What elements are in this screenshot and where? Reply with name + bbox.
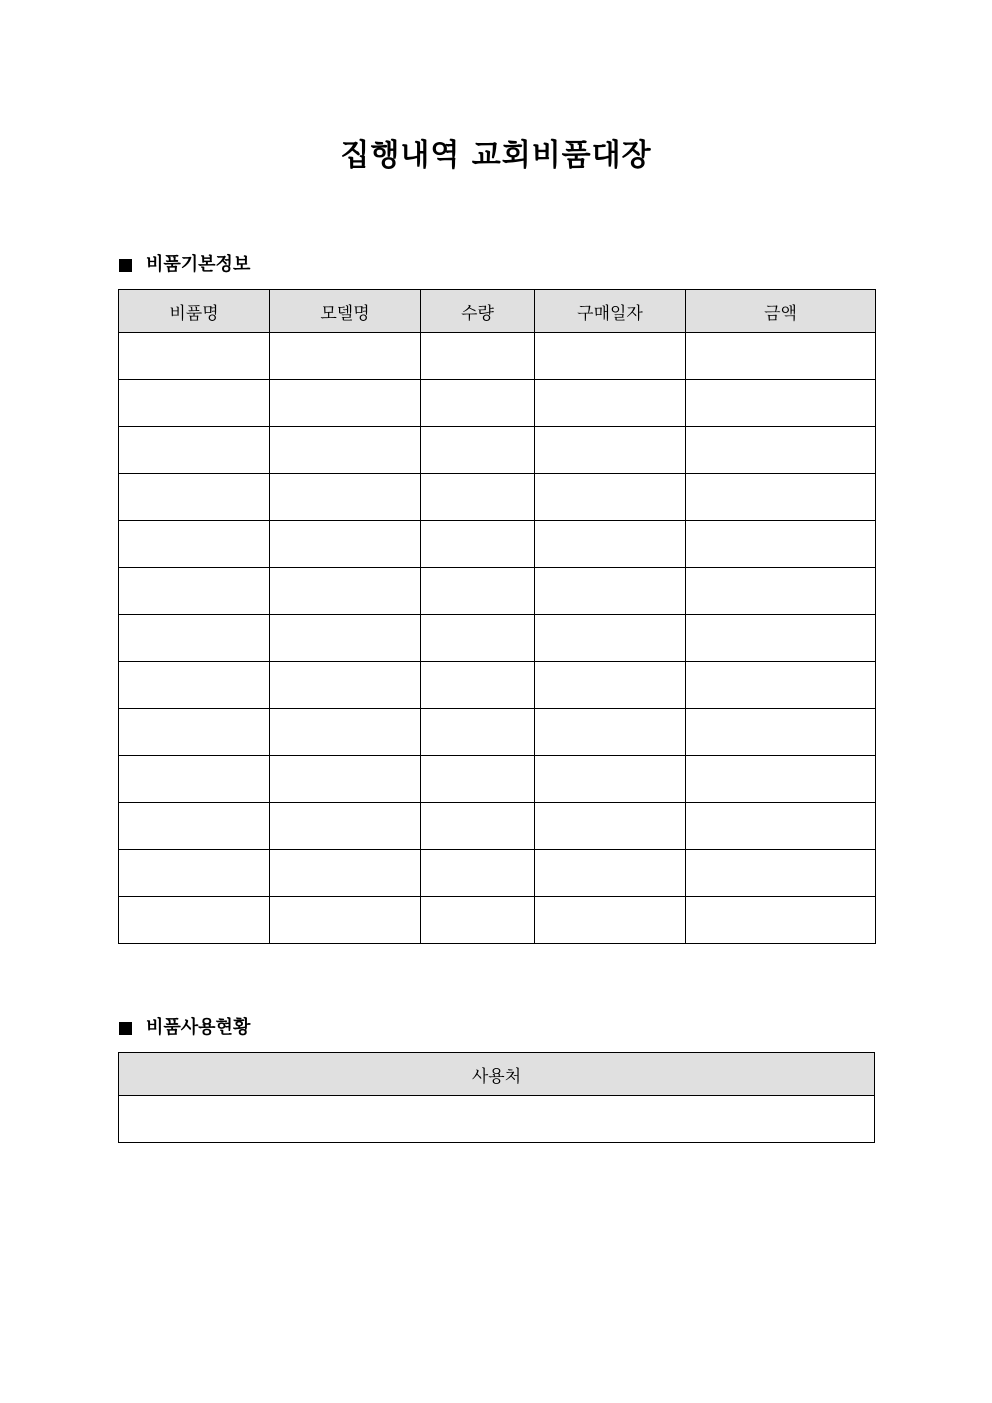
purchase-date-cell[interactable] xyxy=(535,662,686,709)
item-name-cell[interactable] xyxy=(119,850,270,897)
model-name-cell[interactable] xyxy=(270,756,421,803)
amount-cell[interactable] xyxy=(686,380,876,427)
usage-table xyxy=(118,1052,875,1143)
table-row xyxy=(119,803,876,850)
model-name-cell[interactable] xyxy=(270,850,421,897)
table-row xyxy=(119,427,876,474)
quantity-cell[interactable] xyxy=(421,709,535,756)
quantity-cell[interactable] xyxy=(421,803,535,850)
amount-cell[interactable] xyxy=(686,521,876,568)
purchase-date-cell[interactable] xyxy=(535,803,686,850)
usage-place-cell[interactable] xyxy=(119,1096,875,1143)
model-name-cell[interactable] xyxy=(270,380,421,427)
purchase-date-cell[interactable] xyxy=(535,756,686,803)
amount-cell[interactable] xyxy=(686,897,876,944)
table-row xyxy=(119,1096,875,1143)
amount-cell[interactable] xyxy=(686,427,876,474)
column-header-model-name: 모델명 xyxy=(270,290,421,333)
column-header-purchase-date: 구매일자 xyxy=(535,290,686,333)
column-header-item-name: 비품명 xyxy=(119,290,270,333)
model-name-cell[interactable] xyxy=(270,897,421,944)
item-name-cell[interactable] xyxy=(119,709,270,756)
table-row xyxy=(119,662,876,709)
column-header-quantity: 수량 xyxy=(421,290,535,333)
table-row xyxy=(119,333,876,380)
amount-cell[interactable] xyxy=(686,568,876,615)
quantity-cell[interactable] xyxy=(421,615,535,662)
purchase-date-cell[interactable] xyxy=(535,427,686,474)
square-bullet-icon xyxy=(119,1022,132,1035)
item-name-cell[interactable] xyxy=(119,897,270,944)
amount-cell[interactable] xyxy=(686,662,876,709)
model-name-cell[interactable] xyxy=(270,521,421,568)
section-heading-label: 비품사용현황 xyxy=(146,1017,251,1038)
item-name-cell[interactable] xyxy=(119,756,270,803)
model-name-cell[interactable] xyxy=(270,333,421,380)
amount-cell[interactable] xyxy=(686,850,876,897)
item-name-cell[interactable] xyxy=(119,474,270,521)
model-name-cell[interactable] xyxy=(270,474,421,521)
amount-cell[interactable] xyxy=(686,756,876,803)
purchase-date-cell[interactable] xyxy=(535,380,686,427)
quantity-cell[interactable] xyxy=(421,897,535,944)
purchase-date-cell[interactable] xyxy=(535,615,686,662)
table-row xyxy=(119,709,876,756)
quantity-cell[interactable] xyxy=(421,521,535,568)
quantity-cell[interactable] xyxy=(421,756,535,803)
quantity-cell[interactable] xyxy=(421,333,535,380)
section-heading-basic-info xyxy=(119,253,250,277)
purchase-date-cell[interactable] xyxy=(535,474,686,521)
quantity-cell[interactable] xyxy=(421,380,535,427)
amount-cell[interactable] xyxy=(686,615,876,662)
item-name-cell[interactable] xyxy=(119,521,270,568)
quantity-cell[interactable] xyxy=(421,427,535,474)
section-heading-label: 비품기본정보 xyxy=(146,254,251,275)
amount-cell[interactable] xyxy=(686,803,876,850)
model-name-cell[interactable] xyxy=(270,803,421,850)
table-row xyxy=(119,380,876,427)
table-header-row xyxy=(119,290,876,333)
purchase-date-cell[interactable] xyxy=(535,568,686,615)
amount-cell[interactable] xyxy=(686,333,876,380)
column-header-usage-place: 사용처 xyxy=(119,1053,875,1096)
items-table xyxy=(118,289,876,944)
quantity-cell[interactable] xyxy=(421,850,535,897)
table-row xyxy=(119,850,876,897)
item-name-cell[interactable] xyxy=(119,803,270,850)
amount-cell[interactable] xyxy=(686,709,876,756)
model-name-cell[interactable] xyxy=(270,427,421,474)
purchase-date-cell[interactable] xyxy=(535,521,686,568)
quantity-cell[interactable] xyxy=(421,662,535,709)
table-row xyxy=(119,568,876,615)
purchase-date-cell[interactable] xyxy=(535,709,686,756)
table-row xyxy=(119,615,876,662)
purchase-date-cell[interactable] xyxy=(535,850,686,897)
table-row xyxy=(119,756,876,803)
model-name-cell[interactable] xyxy=(270,568,421,615)
column-header-amount: 금액 xyxy=(686,290,876,333)
quantity-cell[interactable] xyxy=(421,474,535,521)
purchase-date-cell[interactable] xyxy=(535,333,686,380)
model-name-cell[interactable] xyxy=(270,709,421,756)
section-heading-usage xyxy=(119,1016,250,1040)
table-row xyxy=(119,521,876,568)
model-name-cell[interactable] xyxy=(270,615,421,662)
item-name-cell[interactable] xyxy=(119,662,270,709)
amount-cell[interactable] xyxy=(686,474,876,521)
quantity-cell[interactable] xyxy=(421,568,535,615)
item-name-cell[interactable] xyxy=(119,427,270,474)
item-name-cell[interactable] xyxy=(119,333,270,380)
purchase-date-cell[interactable] xyxy=(535,897,686,944)
square-bullet-icon xyxy=(119,259,132,272)
item-name-cell[interactable] xyxy=(119,380,270,427)
model-name-cell[interactable] xyxy=(270,662,421,709)
table-header-row xyxy=(119,1053,875,1096)
page-title: 집행내역 교회비품대장 xyxy=(340,138,652,173)
item-name-cell[interactable] xyxy=(119,615,270,662)
item-name-cell[interactable] xyxy=(119,568,270,615)
table-row xyxy=(119,897,876,944)
table-row xyxy=(119,474,876,521)
